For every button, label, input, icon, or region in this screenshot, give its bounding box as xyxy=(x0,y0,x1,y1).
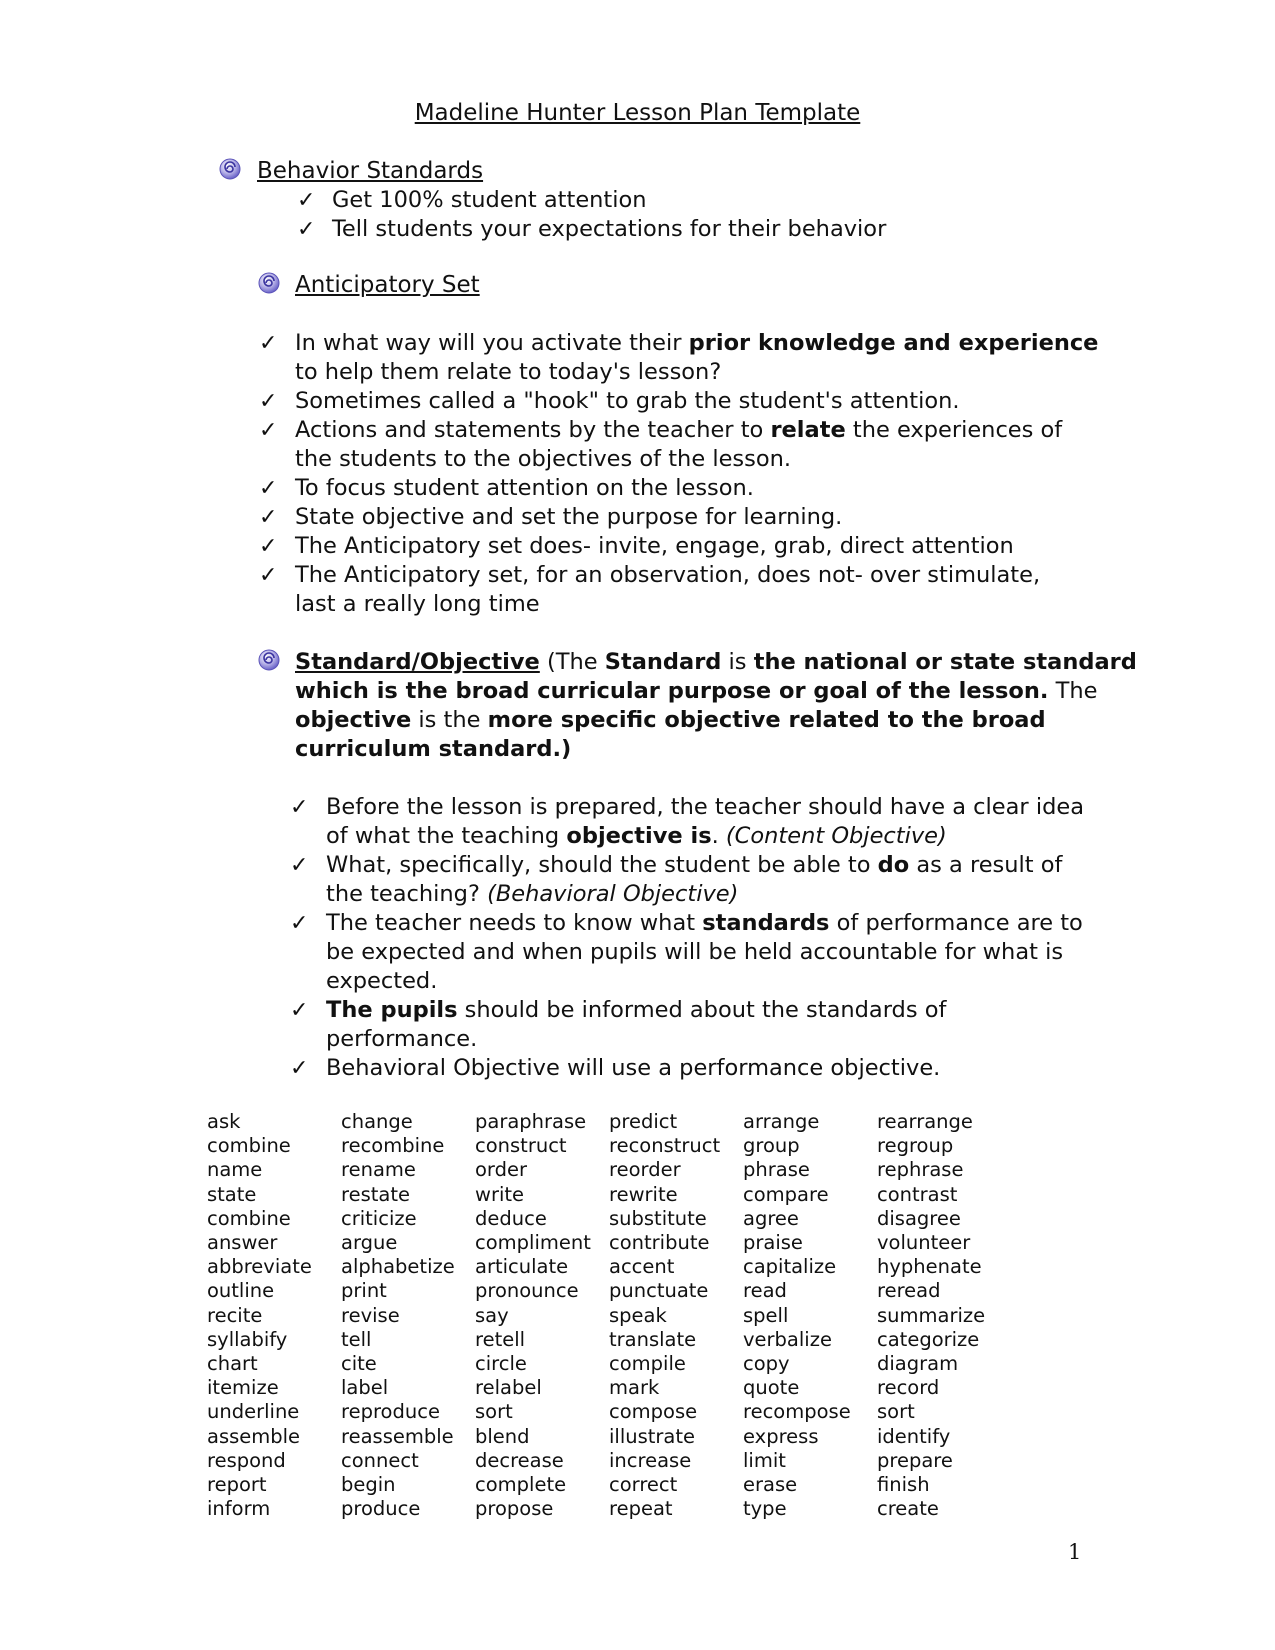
verb-word: spell xyxy=(743,1303,789,1327)
verb-column xyxy=(743,1110,878,1521)
checkmark-icon: ✓ xyxy=(259,418,278,443)
swirl-bullet-icon xyxy=(257,648,285,676)
verb-word: punctuate xyxy=(609,1279,709,1303)
verb-word: write xyxy=(475,1182,525,1206)
verb-word: rename xyxy=(341,1158,416,1182)
verb-word: prepare xyxy=(877,1448,953,1472)
verb-word: summarize xyxy=(877,1303,986,1327)
verb-word: ask xyxy=(207,1110,241,1133)
verb-word: begin xyxy=(341,1473,396,1497)
objective-item: The teacher needs to know what standards of performance are to xyxy=(326,910,1083,936)
verb-word: reconstruct xyxy=(609,1134,721,1158)
verb-word: revise xyxy=(341,1303,400,1327)
anticipatory-set-heading: Anticipatory Set xyxy=(295,272,480,298)
verb-word: translate xyxy=(609,1327,697,1351)
verb-word: itemize xyxy=(207,1376,279,1400)
verb-word: assemble xyxy=(207,1424,301,1448)
anticipatory-item: In what way will you activate their prior knowledge and experience xyxy=(295,330,1099,356)
verb-word: compare xyxy=(743,1182,829,1206)
verb-word: copy xyxy=(743,1352,790,1376)
swirl-bullet-icon xyxy=(218,157,246,185)
verb-word: propose xyxy=(475,1497,554,1521)
standard-objective-heading: Standard/Objective xyxy=(295,649,540,675)
verb-word: recite xyxy=(207,1303,263,1327)
verb-word: create xyxy=(877,1497,939,1521)
verb-word: categorize xyxy=(877,1327,980,1351)
verb-word: argue xyxy=(341,1231,398,1255)
verb-word: reread xyxy=(877,1279,941,1303)
verb-word: limit xyxy=(743,1448,786,1472)
verb-word: report xyxy=(207,1473,267,1497)
checkmark-icon: ✓ xyxy=(290,998,309,1023)
anticipatory-item: State objective and set the purpose for learning. xyxy=(295,504,843,530)
page-title: Madeline Hunter Lesson Plan Template xyxy=(414,100,861,126)
verb-word: articulate xyxy=(475,1255,569,1279)
verb-word: disagree xyxy=(877,1206,961,1230)
verb-word: illustrate xyxy=(609,1424,696,1448)
verb-word: agree xyxy=(743,1206,799,1230)
objective-item-cont: be expected and when pupils will be held accountable for what is xyxy=(326,939,1064,965)
verb-word: mark xyxy=(609,1376,660,1400)
verb-word: contrast xyxy=(877,1182,958,1206)
verb-word: state xyxy=(207,1182,257,1206)
anticipatory-item: Actions and statements by the teacher to relate the experiences of xyxy=(295,417,1063,443)
page-number: 1 xyxy=(1068,1540,1082,1564)
checkmark-icon: ✓ xyxy=(297,217,316,242)
verb-word: produce xyxy=(341,1497,421,1521)
verb-word: compose xyxy=(609,1400,698,1424)
verb-column xyxy=(475,1110,610,1521)
verb-word: speak xyxy=(609,1303,667,1327)
standard-objective-intro: which is the broad curricular purpose or goal of the lesson. The xyxy=(295,678,1098,704)
checkmark-icon: ✓ xyxy=(290,795,309,820)
anticipatory-item-cont: the students to the objectives of the lesson. xyxy=(295,446,792,472)
checkmark-icon: ✓ xyxy=(297,188,316,213)
verb-word: tell xyxy=(341,1327,372,1351)
verb-word: verbalize xyxy=(743,1327,832,1351)
verb-word: inform xyxy=(207,1497,271,1521)
verb-word: type xyxy=(743,1497,787,1521)
verb-word: reproduce xyxy=(341,1400,440,1424)
verb-word: combine xyxy=(207,1206,291,1230)
verb-word: read xyxy=(743,1279,787,1303)
objective-item: What, specifically, should the student be able to do as a result of xyxy=(326,852,1063,878)
verb-word: cite xyxy=(341,1352,377,1376)
behavior-standards-heading: Behavior Standards xyxy=(257,158,484,184)
checkmark-icon: ✓ xyxy=(259,563,278,588)
verb-word: underline xyxy=(207,1400,300,1424)
verb-word: retell xyxy=(475,1327,526,1351)
verb-word: paraphrase xyxy=(475,1110,587,1133)
verb-word: deduce xyxy=(475,1206,547,1230)
verb-word: substitute xyxy=(609,1206,707,1230)
verb-column xyxy=(609,1110,744,1521)
objective-item-cont: performance. xyxy=(326,1026,478,1052)
verb-word: repeat xyxy=(609,1497,673,1521)
anticipatory-item: To focus student attention on the lesson. xyxy=(295,475,754,501)
verb-word: syllabify xyxy=(207,1327,288,1351)
verb-word: answer xyxy=(207,1231,278,1255)
verb-word: quote xyxy=(743,1376,800,1400)
verb-word: circle xyxy=(475,1352,527,1376)
verb-word: pronounce xyxy=(475,1279,579,1303)
objective-item-cont: expected. xyxy=(326,968,438,994)
verb-word: relabel xyxy=(475,1376,542,1400)
verb-word: arrange xyxy=(743,1110,820,1133)
checkmark-icon: ✓ xyxy=(290,911,309,936)
verb-column xyxy=(877,1110,1012,1521)
verb-word: record xyxy=(877,1376,940,1400)
verb-word: abbreviate xyxy=(207,1255,312,1279)
verb-word: rewrite xyxy=(609,1182,678,1206)
verb-word: capitalize xyxy=(743,1255,837,1279)
anticipatory-item: The Anticipatory set, for an observation, does not- over stimulate, xyxy=(295,562,1041,588)
behavior-item: Tell students your expectations for their behavior xyxy=(332,216,887,242)
verb-word: diagram xyxy=(877,1352,959,1376)
objective-item: The pupils should be informed about the standards of xyxy=(326,997,947,1023)
verb-word: outline xyxy=(207,1279,275,1303)
checkmark-icon: ✓ xyxy=(259,389,278,414)
verb-word: rearrange xyxy=(877,1110,973,1133)
verb-word: finish xyxy=(877,1473,930,1497)
verb-word: construct xyxy=(475,1134,567,1158)
verb-word: hyphenate xyxy=(877,1255,982,1279)
verb-word: correct xyxy=(609,1473,678,1497)
verb-word: blend xyxy=(475,1424,530,1448)
verb-word: complete xyxy=(475,1473,567,1497)
verb-word: reorder xyxy=(609,1158,681,1182)
verb-word: reassemble xyxy=(341,1424,454,1448)
verb-word: say xyxy=(475,1303,509,1327)
verb-word: praise xyxy=(743,1231,803,1255)
verb-word: express xyxy=(743,1424,819,1448)
verb-word: decrease xyxy=(475,1448,564,1472)
objective-item: Before the lesson is prepared, the teacher should have a clear idea xyxy=(326,794,1084,820)
verb-word: change xyxy=(341,1110,413,1133)
verb-word: identify xyxy=(877,1424,951,1448)
verb-word: rephrase xyxy=(877,1158,964,1182)
verb-word: accent xyxy=(609,1255,675,1279)
verb-word: group xyxy=(743,1134,800,1158)
anticipatory-item-cont: last a really long time xyxy=(295,591,540,617)
checkmark-icon: ✓ xyxy=(290,853,309,878)
verb-word: increase xyxy=(609,1448,692,1472)
verb-word: print xyxy=(341,1279,387,1303)
checkmark-icon: ✓ xyxy=(259,331,278,356)
anticipatory-item: Sometimes called a "hook" to grab the student's attention. xyxy=(295,388,960,414)
verb-word: recompose xyxy=(743,1400,851,1424)
anticipatory-item: The Anticipatory set does- invite, engage, grab, direct attention xyxy=(295,533,1014,559)
verb-word: restate xyxy=(341,1182,410,1206)
verb-word: volunteer xyxy=(877,1231,971,1255)
verb-word: criticize xyxy=(341,1206,417,1230)
standard-objective-intro: Standard/Objective (The Standard is the national or state standard xyxy=(295,649,1137,675)
standard-objective-intro: objective is the more specific objective related to the broad xyxy=(295,707,1046,733)
objective-item: Behavioral Objective will use a performance objective. xyxy=(326,1055,941,1081)
verb-column xyxy=(341,1110,476,1521)
verb-word: label xyxy=(341,1376,389,1400)
verb-word: phrase xyxy=(743,1158,810,1182)
verb-word: sort xyxy=(877,1400,915,1424)
verb-word: compliment xyxy=(475,1231,591,1255)
objective-item-cont: of what the teaching objective is. (Content Objective) xyxy=(326,823,947,849)
verb-word: erase xyxy=(743,1473,798,1497)
verb-column xyxy=(207,1110,342,1521)
objective-item-cont: the teaching? (Behavioral Objective) xyxy=(326,881,739,907)
verb-word: name xyxy=(207,1158,263,1182)
verb-word: chart xyxy=(207,1352,258,1376)
behavior-item: Get 100% student attention xyxy=(332,187,647,213)
verb-word: recombine xyxy=(341,1134,445,1158)
verb-word: combine xyxy=(207,1134,291,1158)
verb-word: contribute xyxy=(609,1231,710,1255)
anticipatory-item-cont: to help them relate to today's lesson? xyxy=(295,359,722,385)
verb-word: order xyxy=(475,1158,527,1182)
verb-word: respond xyxy=(207,1448,286,1472)
checkmark-icon: ✓ xyxy=(290,1056,309,1081)
checkmark-icon: ✓ xyxy=(259,534,278,559)
standard-objective-intro: curriculum standard.) xyxy=(295,736,572,762)
verb-word: alphabetize xyxy=(341,1255,455,1279)
verb-word: compile xyxy=(609,1352,686,1376)
verb-word: connect xyxy=(341,1448,419,1472)
checkmark-icon: ✓ xyxy=(259,476,278,501)
swirl-bullet-icon xyxy=(257,271,285,299)
checkmark-icon: ✓ xyxy=(259,505,278,530)
verb-word: regroup xyxy=(877,1134,954,1158)
verb-word: predict xyxy=(609,1110,678,1133)
verb-word: sort xyxy=(475,1400,513,1424)
